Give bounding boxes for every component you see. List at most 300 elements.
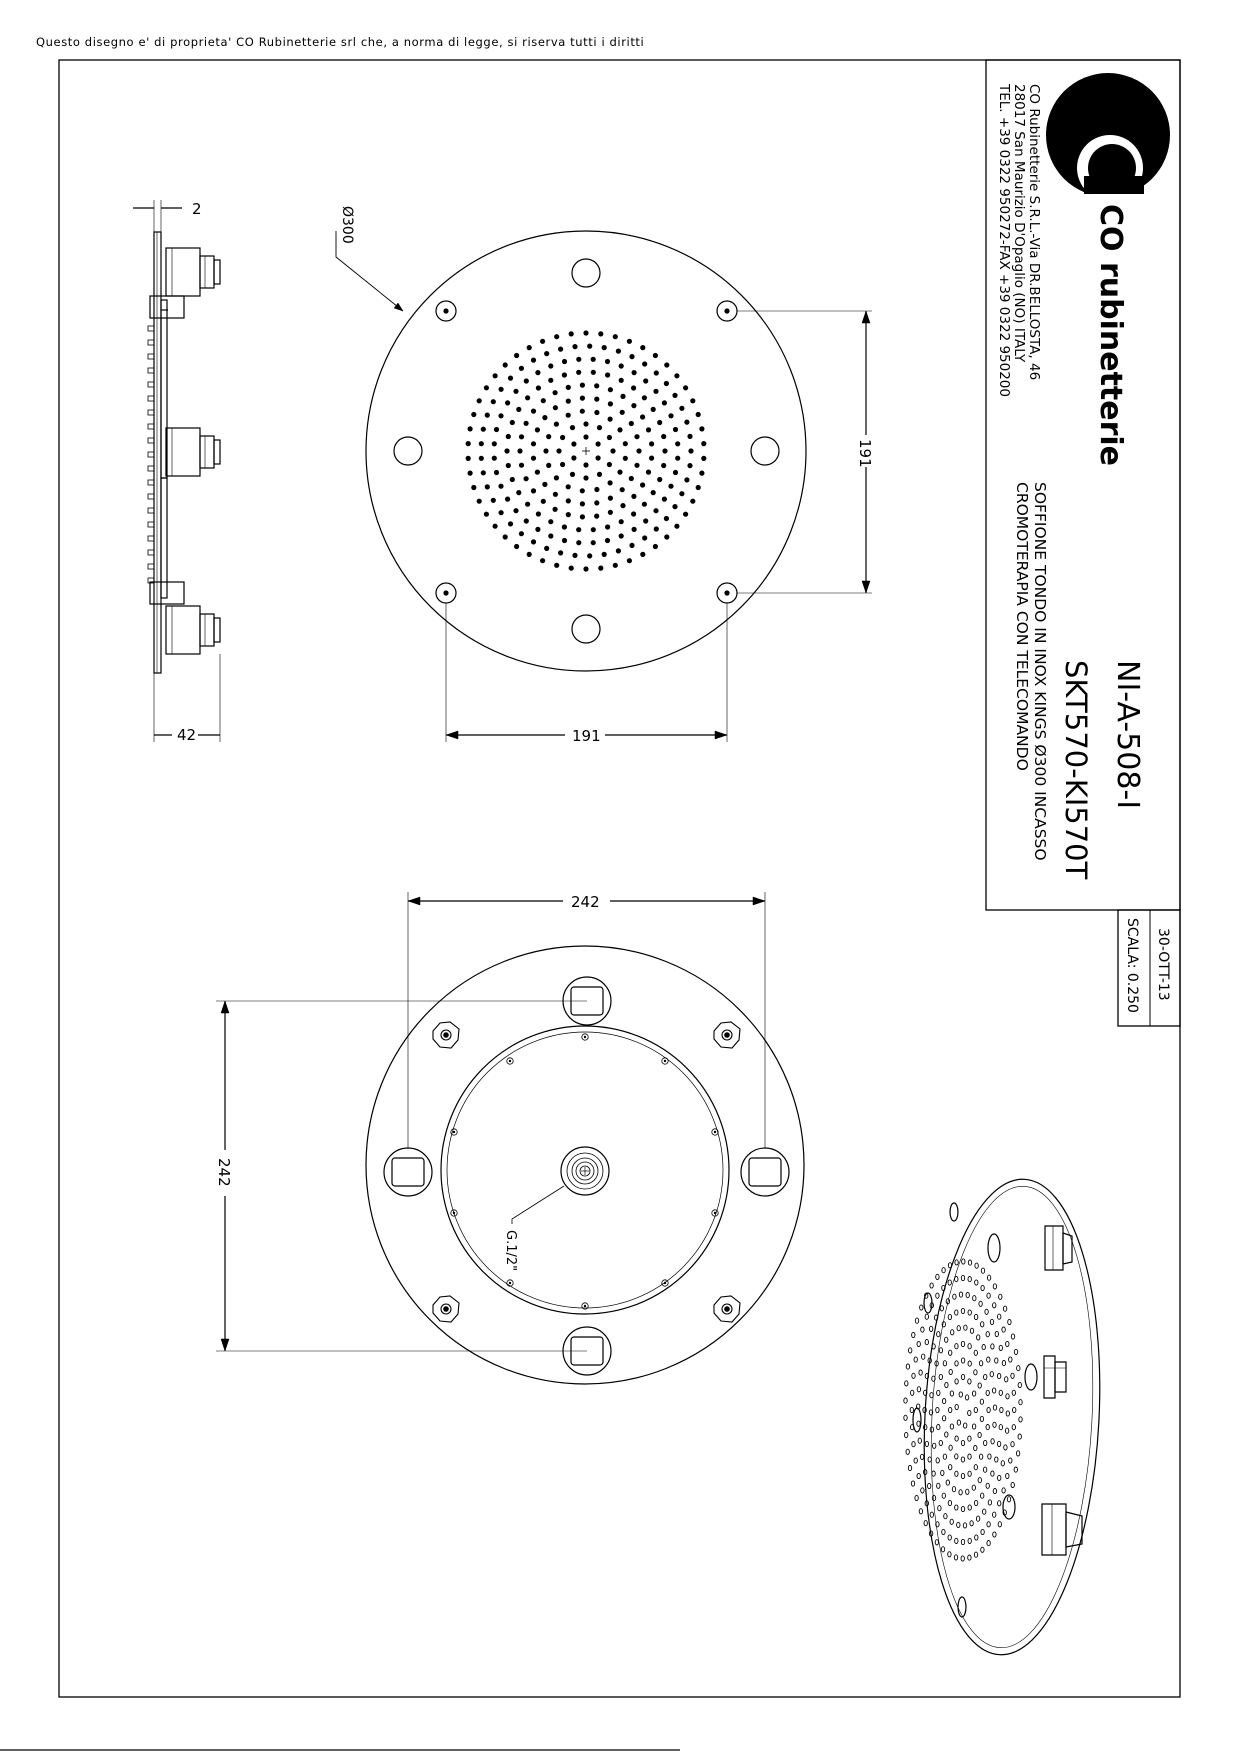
nozzle-dot bbox=[583, 330, 588, 335]
iso-nozzle bbox=[968, 1344, 971, 1349]
iso-nozzle bbox=[988, 1454, 991, 1459]
iso-nozzle bbox=[1007, 1497, 1010, 1502]
nozzle-dot bbox=[598, 566, 603, 571]
nozzle-dot bbox=[566, 385, 571, 390]
iso-nozzle bbox=[959, 1392, 962, 1397]
iso-nozzle bbox=[968, 1555, 971, 1560]
dim-back-horizontal-spacing: 242 bbox=[571, 893, 600, 911]
nozzle-dot bbox=[510, 477, 515, 482]
iso-nozzle bbox=[955, 1260, 958, 1265]
iso-nozzle bbox=[987, 1357, 990, 1362]
iso-nozzle bbox=[980, 1416, 983, 1421]
iso-nozzle bbox=[993, 1284, 996, 1289]
nozzle-dot bbox=[477, 499, 482, 504]
nozzle-dot bbox=[479, 441, 484, 446]
iso-nozzle bbox=[951, 1330, 954, 1335]
housing-screw-center bbox=[509, 1282, 511, 1284]
nozzle-dot bbox=[672, 393, 677, 398]
nozzle-dot bbox=[605, 538, 610, 543]
nozzle-dot bbox=[687, 434, 692, 439]
nozzle-dot bbox=[543, 448, 548, 453]
nozzle-dot bbox=[596, 455, 601, 460]
nozzle-dot bbox=[485, 484, 490, 489]
nozzle-dot bbox=[583, 421, 588, 426]
iso-nozzle bbox=[961, 1440, 964, 1445]
side-bead bbox=[148, 368, 154, 373]
iso-nozzle bbox=[998, 1522, 1001, 1527]
housing-screw-center bbox=[584, 1036, 586, 1038]
dim-back-thread: G.1/2" bbox=[503, 1230, 518, 1272]
iso-nozzle bbox=[943, 1361, 946, 1366]
iso-nozzle bbox=[981, 1285, 984, 1290]
nozzle-dot bbox=[541, 499, 546, 504]
iso-nozzle bbox=[941, 1470, 944, 1475]
side-bead bbox=[148, 466, 154, 471]
nozzle-dot bbox=[536, 385, 541, 390]
nozzle-dot bbox=[485, 413, 490, 418]
nozzle-dot bbox=[531, 441, 536, 446]
iso-nozzle bbox=[987, 1275, 990, 1280]
nozzle-dot bbox=[687, 463, 692, 468]
nozzle-dot bbox=[494, 470, 499, 475]
iso-nozzle bbox=[920, 1305, 923, 1310]
iso-connector-bottom bbox=[1042, 1504, 1082, 1555]
nozzle-dot bbox=[672, 504, 677, 509]
nozzle-dot bbox=[519, 463, 524, 468]
iso-nozzle bbox=[961, 1506, 964, 1511]
nozzle-dot bbox=[554, 334, 559, 339]
iso-nozzle bbox=[961, 1341, 964, 1346]
brand-logo bbox=[1046, 73, 1170, 201]
nozzle-dot bbox=[607, 435, 612, 440]
article-code: SKT570-KI570T bbox=[1059, 660, 1093, 880]
iso-nozzle bbox=[957, 1420, 960, 1425]
iso-nozzle bbox=[968, 1379, 971, 1384]
iso-nozzle bbox=[968, 1436, 971, 1441]
iso-nozzle bbox=[949, 1369, 952, 1374]
nozzle-dot bbox=[570, 472, 575, 477]
iso-nozzle bbox=[998, 1475, 1001, 1480]
nozzle-dot bbox=[634, 463, 639, 468]
iso-nozzle bbox=[919, 1370, 922, 1375]
iso-nozzle bbox=[942, 1529, 945, 1534]
ownership-notice: Questo disegno e' di proprieta' CO Rubinetterie srl che, a norma di legge, si riserva tutti i diritti bbox=[36, 35, 645, 49]
iso-nozzle bbox=[1001, 1461, 1004, 1466]
iso-nozzle bbox=[925, 1340, 928, 1345]
nozzle-dot bbox=[651, 490, 656, 495]
iso-nozzle bbox=[912, 1332, 915, 1337]
iso-nozzle bbox=[979, 1454, 982, 1459]
iso-nozzle bbox=[961, 1358, 964, 1363]
nozzle-dot bbox=[608, 480, 613, 485]
nozzle-dot bbox=[598, 331, 603, 336]
iso-nozzle bbox=[995, 1331, 998, 1336]
mount-clip bbox=[714, 1022, 740, 1048]
iso-nozzle bbox=[979, 1301, 982, 1306]
iso-nozzle bbox=[938, 1506, 941, 1511]
nozzle-dot bbox=[620, 410, 625, 415]
company-address-line-2: 28017 San Maurizio D'Opaglio (NO) ITALY bbox=[1011, 84, 1027, 363]
iso-nozzle bbox=[1018, 1382, 1021, 1387]
iso-nozzle bbox=[993, 1532, 996, 1537]
iso-nozzle bbox=[942, 1493, 945, 1498]
nozzle-dot bbox=[642, 395, 647, 400]
iso-nozzle bbox=[993, 1422, 996, 1427]
iso-nozzle bbox=[978, 1432, 981, 1437]
side-connector-middle bbox=[166, 428, 220, 476]
nozzle-dot bbox=[562, 359, 567, 364]
iso-nozzle bbox=[982, 1345, 985, 1350]
iso-nozzle bbox=[986, 1483, 989, 1488]
iso-nozzle bbox=[904, 1415, 907, 1420]
iso-nozzle bbox=[993, 1489, 996, 1494]
iso-nozzle bbox=[936, 1458, 939, 1463]
iso-nozzle bbox=[950, 1424, 953, 1429]
iso-nozzle bbox=[1011, 1334, 1014, 1339]
dim-side-depth: 42 bbox=[177, 726, 197, 744]
iso-nozzle bbox=[1002, 1361, 1005, 1366]
iso-nozzle bbox=[936, 1407, 939, 1412]
title-block bbox=[986, 60, 1180, 1026]
iso-nozzle bbox=[953, 1294, 956, 1299]
nozzle-dot bbox=[494, 427, 499, 432]
housing-screw-center bbox=[509, 1060, 511, 1062]
side-bead bbox=[148, 536, 154, 541]
nozzle-dot bbox=[657, 420, 662, 425]
isometric-view bbox=[904, 1175, 1112, 1659]
iso-nozzle bbox=[977, 1335, 980, 1340]
nozzle-dot bbox=[640, 482, 645, 487]
nozzle-dot bbox=[620, 487, 625, 492]
nozzle-dot bbox=[605, 372, 610, 377]
nozzle-dot bbox=[468, 471, 473, 476]
side-bead bbox=[148, 410, 154, 415]
nozzle-dot bbox=[690, 499, 695, 504]
iso-nozzle bbox=[962, 1259, 965, 1264]
iso-nozzle bbox=[975, 1263, 978, 1268]
housing-screw-center bbox=[584, 1305, 586, 1307]
nozzle-dot bbox=[631, 385, 636, 390]
nozzle-dot bbox=[591, 357, 596, 362]
iso-nozzle bbox=[949, 1407, 952, 1412]
nozzle-dot bbox=[683, 385, 688, 390]
drawing-scale: SCALA: 0.250 bbox=[1124, 918, 1140, 1013]
iso-nozzle bbox=[955, 1310, 958, 1315]
iso-nozzle bbox=[970, 1328, 973, 1333]
nozzle-dot bbox=[594, 383, 599, 388]
nozzle-dot bbox=[608, 510, 613, 515]
iso-nozzle bbox=[942, 1416, 945, 1421]
nozzle-dot bbox=[558, 550, 563, 555]
nozzle-dot bbox=[654, 526, 659, 531]
nozzle-dot bbox=[466, 441, 471, 446]
iso-nozzle bbox=[993, 1303, 996, 1308]
iso-nozzle bbox=[988, 1500, 991, 1505]
nozzle-dot bbox=[594, 397, 599, 402]
iso-nozzle bbox=[940, 1306, 943, 1311]
nozzle-dot bbox=[653, 389, 658, 394]
housing-screw-center bbox=[664, 1282, 666, 1284]
iso-nozzle bbox=[906, 1364, 909, 1369]
nozzle-dot bbox=[675, 441, 680, 446]
housing-screw-center bbox=[453, 1131, 455, 1133]
nozzle-dot bbox=[688, 448, 693, 453]
iso-nozzle bbox=[922, 1354, 925, 1359]
nozzle-dot bbox=[610, 448, 615, 453]
iso-nozzle bbox=[1011, 1373, 1014, 1378]
iso-nozzle bbox=[961, 1374, 964, 1379]
clip-center bbox=[725, 1307, 729, 1311]
iso-nozzle bbox=[1005, 1377, 1008, 1382]
iso-nozzle bbox=[930, 1512, 933, 1517]
iso-nozzle bbox=[932, 1471, 935, 1476]
mount-clip bbox=[433, 1296, 459, 1322]
nozzle-dot bbox=[619, 378, 624, 383]
side-bead bbox=[148, 480, 154, 485]
mount-clip bbox=[433, 1022, 459, 1048]
nozzle-dot bbox=[662, 448, 667, 453]
nozzle-dot bbox=[554, 563, 559, 568]
nozzle-dot bbox=[525, 502, 530, 507]
nozzle-dot bbox=[493, 524, 498, 529]
nozzle-dot bbox=[491, 399, 496, 404]
iso-nozzle bbox=[949, 1350, 952, 1355]
iso-nozzle bbox=[995, 1457, 998, 1462]
iso-nozzle bbox=[981, 1268, 984, 1273]
clip-center bbox=[444, 1307, 448, 1311]
iso-nozzle bbox=[968, 1310, 971, 1315]
nozzle-dot bbox=[653, 508, 658, 513]
nozzle-dot bbox=[583, 434, 588, 439]
iso-nozzle bbox=[936, 1293, 939, 1298]
nozzle-dot bbox=[503, 362, 508, 367]
nozzle-dot bbox=[608, 496, 613, 501]
nozzle-dot bbox=[591, 370, 596, 375]
nozzle-dot bbox=[597, 425, 602, 430]
nozzle-dot bbox=[572, 553, 577, 558]
side-bead bbox=[148, 494, 154, 499]
iso-nozzle bbox=[911, 1390, 914, 1395]
side-bead bbox=[148, 326, 154, 331]
iso-nozzle bbox=[935, 1540, 938, 1545]
nozzle-dot bbox=[553, 390, 558, 395]
nozzle-dot bbox=[525, 395, 530, 400]
iso-nozzle bbox=[939, 1348, 942, 1353]
back-central-inlet bbox=[561, 1147, 609, 1195]
nozzle-dot bbox=[594, 500, 599, 505]
iso-nozzle bbox=[968, 1260, 971, 1265]
iso-nozzle bbox=[917, 1341, 920, 1346]
iso-nozzle bbox=[999, 1345, 1002, 1350]
nozzle-dot bbox=[640, 414, 645, 419]
iso-nozzle bbox=[974, 1350, 977, 1355]
iso-nozzle bbox=[981, 1493, 984, 1498]
nozzle-dot bbox=[535, 370, 540, 375]
iso-nozzle bbox=[945, 1432, 948, 1437]
iso-nozzle bbox=[968, 1277, 971, 1282]
iso-nozzle bbox=[981, 1322, 984, 1327]
iso-nozzle bbox=[929, 1326, 932, 1331]
nozzle-dot bbox=[540, 339, 545, 344]
side-bead bbox=[148, 354, 154, 359]
iso-nozzle bbox=[1006, 1473, 1009, 1478]
mount-clip bbox=[714, 1296, 740, 1322]
nozzle-dot bbox=[546, 463, 551, 468]
nozzle-dot bbox=[572, 344, 577, 349]
iso-nozzle bbox=[998, 1501, 1001, 1506]
nozzle-dot bbox=[508, 376, 513, 381]
iso-nozzle bbox=[974, 1552, 977, 1557]
nozzle-dot bbox=[471, 485, 476, 490]
iso-nozzle bbox=[990, 1372, 993, 1377]
iso-nozzle bbox=[961, 1539, 964, 1544]
nozzle-dot bbox=[576, 540, 581, 545]
iso-nozzle bbox=[999, 1294, 1002, 1299]
iso-nozzle bbox=[990, 1319, 993, 1324]
iso-nozzle bbox=[980, 1399, 983, 1404]
iso-nozzle bbox=[948, 1314, 951, 1319]
iso-connector-middle bbox=[1044, 1356, 1066, 1398]
nozzle-dot bbox=[602, 552, 607, 557]
iso-nozzle bbox=[961, 1473, 964, 1478]
nozzle-dot bbox=[510, 420, 515, 425]
nozzle-dot bbox=[548, 519, 553, 524]
iso-nozzle bbox=[949, 1465, 952, 1470]
iso-nozzle bbox=[906, 1449, 909, 1454]
iso-nozzle bbox=[925, 1441, 928, 1446]
nozzle-dot bbox=[608, 401, 613, 406]
iso-nozzle bbox=[991, 1344, 994, 1349]
iso-nozzle bbox=[1014, 1467, 1017, 1472]
nozzle-dot bbox=[492, 441, 497, 446]
iso-nozzle bbox=[1006, 1411, 1009, 1416]
iso-nozzle bbox=[911, 1481, 914, 1486]
nozzle-dot bbox=[632, 527, 637, 532]
iso-nozzle bbox=[966, 1293, 969, 1298]
dim-back-vertical-spacing: 242 bbox=[215, 1158, 233, 1187]
nozzle-dot bbox=[629, 543, 634, 548]
iso-nozzle bbox=[974, 1500, 977, 1505]
iso-nozzle bbox=[912, 1442, 915, 1447]
nozzle-dot bbox=[605, 524, 610, 529]
nozzle-dot bbox=[546, 434, 551, 439]
iso-nozzle bbox=[918, 1438, 921, 1443]
nozzle-dot bbox=[513, 389, 518, 394]
iso-nozzle bbox=[1011, 1482, 1014, 1487]
nozzle-dot bbox=[696, 412, 701, 417]
iso-nozzle bbox=[945, 1337, 948, 1342]
iso-nozzle bbox=[968, 1454, 971, 1459]
iso-nozzle bbox=[955, 1379, 958, 1384]
iso-nozzle bbox=[974, 1446, 977, 1451]
nozzle-dot bbox=[684, 477, 689, 482]
nozzle-dot bbox=[531, 539, 536, 544]
nozzle-dot bbox=[498, 484, 503, 489]
iso-nozzle bbox=[961, 1556, 964, 1561]
iso-nozzle bbox=[1011, 1442, 1014, 1447]
iso-nozzle bbox=[1006, 1394, 1009, 1399]
nozzle-dot bbox=[664, 516, 669, 521]
iso-nozzle bbox=[968, 1505, 971, 1510]
iso-nozzle bbox=[917, 1473, 920, 1478]
iso-nozzle bbox=[991, 1439, 994, 1444]
iso-nozzle bbox=[981, 1547, 984, 1552]
nozzle-dot bbox=[668, 413, 673, 418]
nozzle-dot bbox=[643, 378, 648, 383]
nozzle-dot bbox=[562, 372, 567, 377]
iso-nozzle bbox=[974, 1465, 977, 1470]
iso-nozzle bbox=[964, 1325, 967, 1330]
iso-nozzle bbox=[993, 1405, 996, 1410]
iso-nozzle bbox=[950, 1391, 953, 1396]
iso-nozzle bbox=[964, 1423, 967, 1428]
iso-nozzle bbox=[1019, 1417, 1022, 1422]
iso-nozzle bbox=[972, 1391, 975, 1396]
nozzle-dot bbox=[562, 524, 567, 529]
iso-nozzle bbox=[943, 1454, 946, 1459]
iso-nozzle bbox=[915, 1318, 918, 1323]
nozzle-dot bbox=[674, 373, 679, 378]
iso-nozzle bbox=[955, 1454, 958, 1459]
nozzle-dot bbox=[506, 434, 511, 439]
nozzle-dot bbox=[531, 456, 536, 461]
iso-nozzle bbox=[942, 1399, 945, 1404]
iso-nozzle bbox=[992, 1388, 995, 1393]
nozzle-dot bbox=[701, 456, 706, 461]
nozzle-dot bbox=[649, 456, 654, 461]
nozzle-dot bbox=[629, 476, 634, 481]
nozzle-dot bbox=[699, 471, 704, 476]
nozzle-dot bbox=[696, 485, 701, 490]
iso-nozzle bbox=[930, 1427, 933, 1432]
iso-nozzle bbox=[986, 1390, 989, 1395]
iso-nozzle bbox=[968, 1538, 971, 1543]
iso-nozzle bbox=[986, 1425, 989, 1430]
nozzle-dot bbox=[508, 521, 513, 526]
nozzle-dot bbox=[514, 544, 519, 549]
nozzle-dot bbox=[519, 366, 524, 371]
nozzle-dot bbox=[516, 407, 521, 412]
iso-nozzle bbox=[955, 1361, 958, 1366]
nozzle-dot bbox=[629, 354, 634, 359]
nozzle-dot bbox=[587, 553, 592, 558]
nozzle-dot bbox=[640, 552, 645, 557]
nozzle-dot bbox=[535, 427, 540, 432]
nozzle-dot bbox=[553, 405, 558, 410]
nozzle-dot bbox=[479, 456, 484, 461]
iso-nozzle bbox=[937, 1332, 940, 1337]
nozzle-dot bbox=[617, 470, 622, 475]
nozzle-dot bbox=[673, 470, 678, 475]
nozzle-dot bbox=[571, 455, 576, 460]
clip-center bbox=[444, 1033, 448, 1037]
iso-nozzle bbox=[1009, 1458, 1012, 1463]
nozzle-dot bbox=[684, 420, 689, 425]
nozzle-dot bbox=[576, 357, 581, 362]
iso-nozzle bbox=[948, 1535, 951, 1540]
iso-nozzle bbox=[959, 1292, 962, 1297]
nozzle-dot bbox=[664, 362, 669, 367]
nozzle-dot bbox=[631, 494, 636, 499]
side-bead bbox=[148, 340, 154, 345]
iso-nozzle bbox=[909, 1348, 912, 1353]
iso-nozzle bbox=[993, 1512, 996, 1517]
side-bead bbox=[148, 382, 154, 387]
iso-nozzle bbox=[974, 1314, 977, 1319]
iso-nozzle bbox=[917, 1421, 920, 1426]
nozzle-dot bbox=[569, 331, 574, 336]
iso-nozzle bbox=[928, 1457, 931, 1462]
